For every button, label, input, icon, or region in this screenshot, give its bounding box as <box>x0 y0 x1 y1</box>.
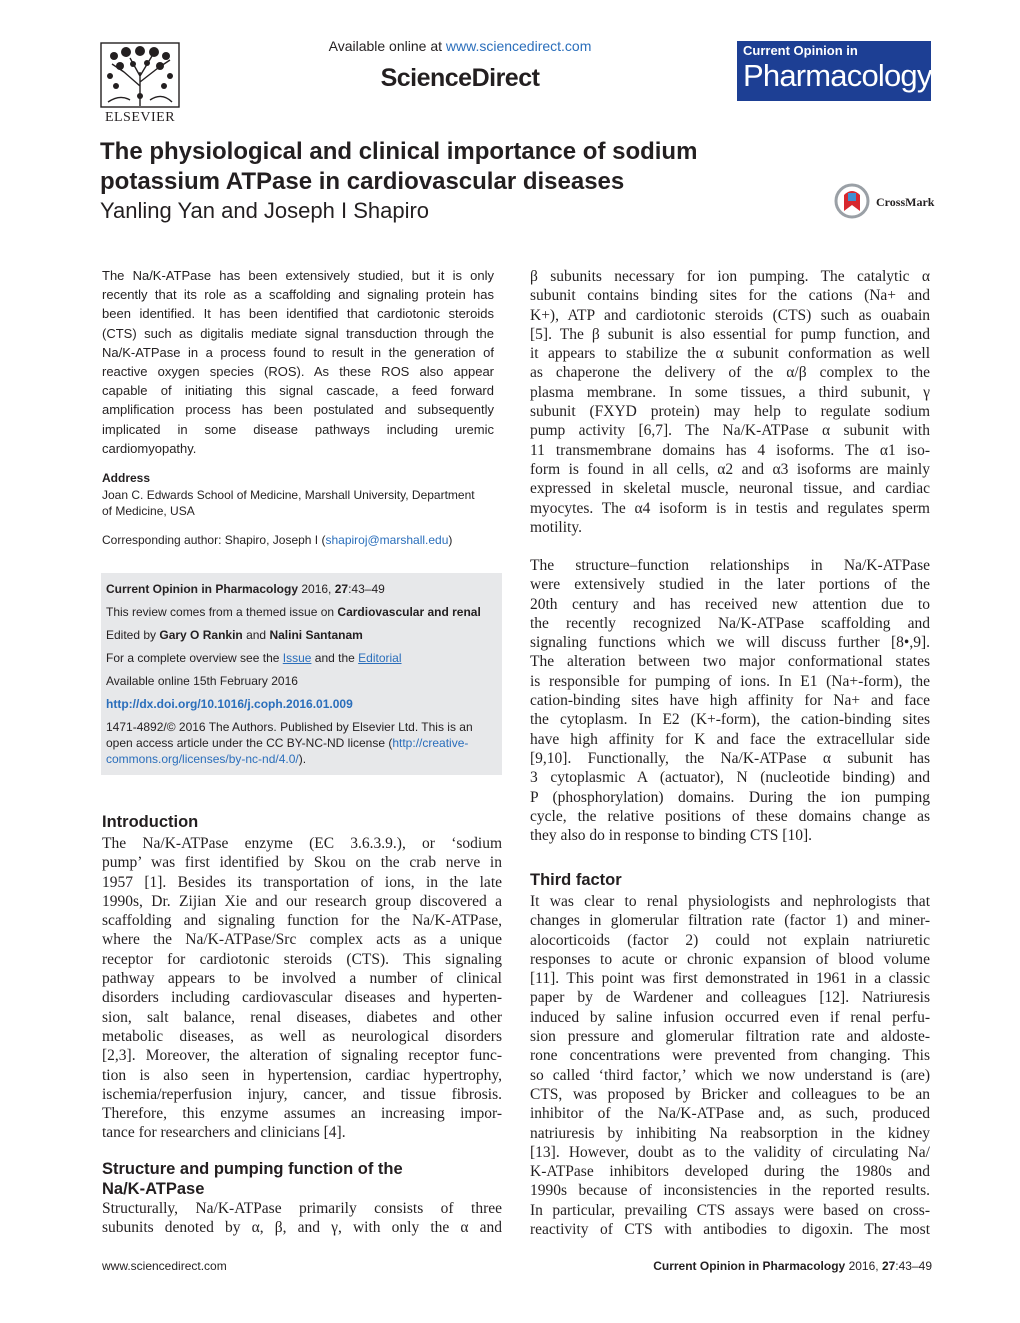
sciencedirect-link[interactable]: www.sciencedirect.com <box>445 38 592 54</box>
structure-function-paragraph: The structure–function relationships in Na/K-ATPase were extensively studied in the later portions of the 20th century and has received new attention due to the recently recognized Na/K-ATPase scaffolding and signaling functions which we will discuss further [8•,9]. The alteration between two major conformational states is responsible for pumping of ions. In E1 (Na+-form), the cation-binding sites have high affinity for Na+ and face the cytoplasm. In E2 (K+-form), the cation-binding sites have high affinity for K and face the extracellular side [9,10]. Functionally, the Na/K-ATPase α subunit has 3 cytoplasmic A (actuator), N (nucleotide binding) and P (phosphorylation) domains. During the ion pumping cycle, the relative positions of these domains change as they also do in response to binding CTS [10]. <box>530 557 930 845</box>
footer-citation: Current Opinion in Pharmacology 2016, 27:43–49 <box>653 1259 932 1273</box>
info-available: Available online 15th February 2016 <box>106 674 298 688</box>
article-authors: Yanling Yan and Joseph I Shapiro <box>100 198 430 223</box>
info-editors: Edited by Gary O Rankin and Nalini Santanam <box>106 628 363 642</box>
crossmark-icon <box>834 183 870 219</box>
address-text: Joan C. Edwards School of Medicine, Marshall University, Department of Medicine, USA <box>102 488 475 518</box>
info-theme: This review comes from a themed issue on Cardiovascular and renal <box>106 605 481 619</box>
article-info-box <box>101 573 502 775</box>
third-factor-text: It was clear to renal physiologists and nephrologists that changes in glomerular filtration rate (factor 1) and miner- alocorticoids (factor 2) could not explain natriuretic responses to acute or chronic expansion of blood volume [11]. This point was first demonstrated in 1961 in a classic paper by de Wardener and colleagues [12]. Natriuresis induced by saline infusion occurred even if renal perfu- sion pressure and glomerular filtration rate and aldoste- rone concentrations were prevented from changing. This so called ‘third factor,’ which we now understand is (are) CTS, was proposed by Bricker and colleagues to be an inhibitor of the Na/K-ATPase and, as such, produced natriuresis by inhibiting Na reabsorption in the kidney [13]. However, doubt as to the validity of circulating Na/ K-ATPase inhibitors developed during the 1980s and 1990s because of inconsistencies in the reported results. In particular, prevailing CTS assays were based on cross- reactivity of CTS with antibodies to digoxin. The most <box>530 893 930 1239</box>
footer-site-link[interactable]: www.sciencedirect.com <box>102 1259 227 1273</box>
structure-heading: Structure and pumping function of the Na/K-ATPase <box>102 1160 403 1198</box>
doi-link[interactable]: http://dx.doi.org/10.1016/j.coph.2016.01.009 <box>106 697 353 711</box>
available-online: Available online at www.sciencedirect.com <box>328 38 592 54</box>
editorial-link[interactable]: Editorial <box>358 651 402 665</box>
address-heading: Address <box>102 471 151 485</box>
crossmark-badge[interactable] <box>834 183 934 223</box>
corresponding-author: Corresponding author: Shapiro, Joseph I (shapiroj@marshall.edu) <box>102 533 453 547</box>
third-factor-heading: Third factor <box>530 871 622 889</box>
publisher-name: ELSEVIER <box>104 110 176 125</box>
info-citation: Current Opinion in Pharmacology 2016, 27:43–49 <box>106 582 385 596</box>
introduction-text: The Na/K-ATPase enzyme (EC 3.6.3.9.), or ‘sodium pump’ was first identified by Skou on the crab nerve in 1957 [1]. Besides its transportation of ions, in the late 1990s, Dr. Zijian Xie and our research group discovered a scaffolding and signaling function for the Na/K-ATPase, where the Na/K-ATPase/Src complex acts as a unique receptor for cardiotonic steroids (CTS). This signaling pathway appears to be involved a number of clinical disorders including cardiovascular diseases and hyperten- sion, salt balance, renal diseases, diabetes and other metabolic diseases, as well as neurological disorders [2,3]. Moreover, the alteration of signaling receptor func- tion is also seen in hypertension, cardiac hypertrophy, ischemia/reperfusion injury, cancer, and tissue fibrosis. Therefore, this enzyme assumes an increasing impor- tance for researchers and clinicians [4]. <box>102 835 502 1142</box>
structure-text: Structurally, Na/K-ATPase primarily consists of three subunits denoted by α, β, and γ, with only the α and <box>102 1200 502 1237</box>
crossmark-label: CrossMark <box>876 195 935 209</box>
journal-name-line2: Pharmacology <box>743 58 932 93</box>
article-title: The physiological and clinical importance of sodium potassium ATPase in cardiovascular diseases <box>100 138 698 195</box>
structure-text-continued: β subunits necessary for ion pumping. The catalytic α subunit contains binding sites for the cations (Na+ and K+), ATP and cardiotonic steroids (CTS) such as ouabain [5]. The β subunit is also essential for pump function, and it appears to stabilize the α subunit conformation as well as chaperone the delivery of the α/β complex to the plasma membrane. In some tissues, a third subunit, γ subunit (FXYD protein) may help to regulate sodium pump activity [6,7]. The Na/K-ATPase α subunit with 11 transmembrane domains has 4 isoforms. The α1 iso- form is found in all cells, α2 and α3 isoforms are mainly expressed in skeletal muscle, neuronal tissue, and cardiac myocytes. The α4 isoform is in testis and regulates sperm motility. <box>530 268 930 536</box>
license-link-part1[interactable]: http://creative- <box>392 736 469 750</box>
journal-name-line1: Current Opinion in <box>743 43 858 58</box>
journal-logo-box <box>737 41 931 101</box>
abstract: The Na/K-ATPase has been extensively studied, but it is only recently that its role as a scaffolding and signaling protein has been identified. It has been identified that cardiotonic steroids (CTS) such as digitalis mediate signal transduction through the Na/K-ATPase in a process found to result in the generation of reactive oxygen species (ROS). As these ROS also appear capable of initiating this signal cascade, a feed forward amplification process has been postulated and subsequently implicated in some disease pathways including uremic cardiomyopathy. <box>102 268 494 456</box>
author-email-link[interactable]: shapiroj@marshall.edu <box>325 533 449 547</box>
introduction-heading: Introduction <box>102 813 199 831</box>
issue-link[interactable]: Issue <box>282 651 312 665</box>
info-copyright: 1471-4892/© 2016 The Authors. Published by Elsevier Ltd. This is an open access article under the CC BY-NC-ND license (http://creative- commons.org/licenses/by-nc-nd/4.0/). <box>106 720 473 766</box>
sciencedirect-brand: ScienceDirect <box>380 64 540 92</box>
info-overview: For a complete overview see the Issue and the Editorial <box>106 651 402 665</box>
license-link-part2[interactable]: commons.org/licenses/by-nc-nd/4.0/ <box>106 752 299 766</box>
